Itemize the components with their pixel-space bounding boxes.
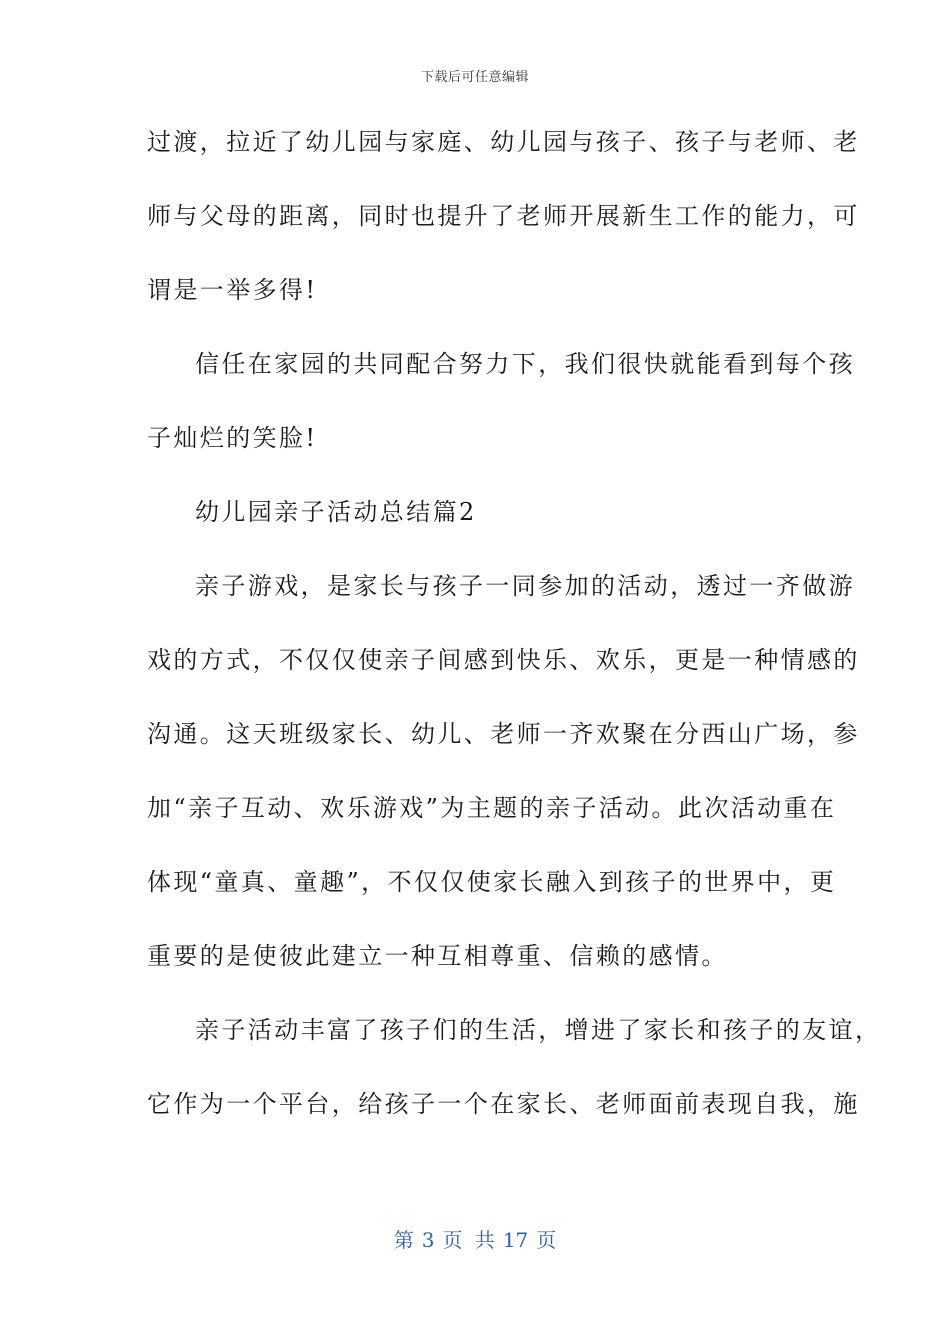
- text-line: 信任在家园的共同配合努力下，我们很快就能看到每个孩: [195, 350, 855, 378]
- text-line: 师与父母的距离，同时也提升了老师开展新生工作的能力，可: [147, 202, 860, 230]
- page-number-footer: [0, 1224, 950, 1253]
- footer-mid: 页 共: [442, 1228, 495, 1252]
- footer-current-page: 3: [421, 1228, 435, 1252]
- footer-suffix: 页: [536, 1228, 557, 1252]
- text-line: 戏的方式，不仅仅使亲子间感到快乐、欢乐，更是一种情感的: [147, 646, 860, 674]
- text-line: 它作为一个平台，给孩子一个在家长、老师面前表现自我，施: [147, 1090, 860, 1118]
- footer-prefix: 第: [393, 1228, 414, 1252]
- text-line: 子灿烂的笑脸!: [147, 424, 318, 452]
- text-line: 过渡，拉近了幼儿园与家庭、幼儿园与孩子、孩子与老师、老: [147, 128, 860, 156]
- page-header-note: 下载后可任意编辑: [420, 70, 529, 85]
- text-line: 谓是一举多得!: [147, 276, 318, 304]
- text-line: 加“亲子互动、欢乐游戏”为主题的亲子活动。此次活动重在: [147, 794, 837, 822]
- footer-total-pages: 17: [502, 1228, 529, 1252]
- section-heading: 幼儿园亲子活动总结篇2: [195, 498, 477, 526]
- text-line: 亲子活动丰富了孩子们的生活，增进了家长和孩子的友谊，: [195, 1016, 882, 1044]
- text-line: 沟通。这天班级家长、幼儿、老师一齐欢聚在分西山广场，参: [147, 720, 860, 748]
- text-line: 重要的是使彼此建立一种互相尊重、信赖的感情。: [147, 942, 728, 970]
- text-line: 体现“童真、童趣”，不仅仅使家长融入到孩子的世界中，更: [147, 868, 837, 896]
- text-line: 亲子游戏，是家长与孩子一同参加的活动，透过一齐做游: [195, 572, 855, 600]
